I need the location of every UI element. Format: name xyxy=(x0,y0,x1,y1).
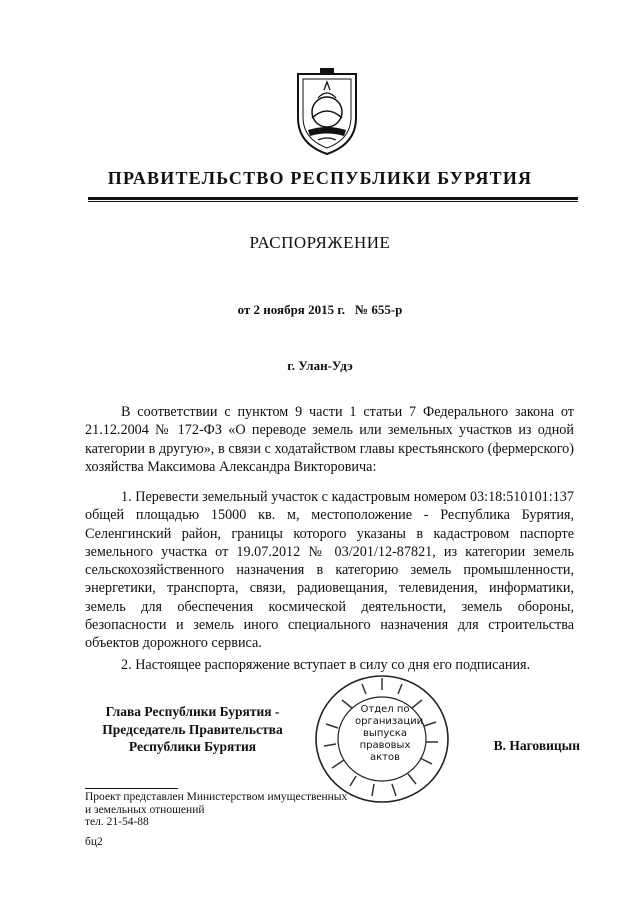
document-city: г. Улан-Удэ xyxy=(287,358,353,373)
signer-title-line-2: Председатель Правительства xyxy=(102,721,283,737)
header-rule-thick xyxy=(88,197,578,200)
government-title: ПРАВИТЕЛЬСТВО РЕСПУБЛИКИ БУРЯТИЯ xyxy=(107,168,533,188)
intro-paragraph: В соответствии с пунктом 9 части 1 статьи 7 Федерального закона от 21.12.2004 № 172-ФЗ «О переводе земель или земельных участков из одной категории в другую», в связи с ходатайством главы крестьянского (фермерского) хозяйства Максимова Александра Викторовича: xyxy=(85,404,574,475)
stamp-line-4: правовых xyxy=(359,740,411,751)
signer-title-line-1: Глава Республики Бурятия - xyxy=(105,704,280,719)
stamp-text xyxy=(355,704,424,764)
signer-name: В. Наговицын xyxy=(493,738,580,753)
signer-title xyxy=(85,703,300,756)
signer-title-line-3: Республики Бурятия xyxy=(128,739,257,754)
coat-of-arms-icon xyxy=(290,60,364,156)
item-1-paragraph: 1. Перевести земельный участок с кадастровым номером 03:18:510101:137 общей площадью 15000 кв. м, местоположение - Республика Бурятия, Селенгинский район, границы которого указаны в кадастровом паспорте земельного участка от 19.07.2012 № 03/201/12-87821, из категории земель сельскохозяйственного назначения в категорию земель промышленности, энергетики, транспорта, связи, радиовещания, телевидения, информатики, земель для обеспечения космической деятельности, земель обороны, безопасности и земель иного специального назначения для строительства объектов дорожного сервиса. xyxy=(85,489,574,652)
stamp-line-3: выпуска xyxy=(363,728,407,739)
footer-note-line-1: Проект представлен Министерством имущественных xyxy=(85,791,348,803)
stamp-line-1: Отдел по xyxy=(360,704,410,715)
item-2-paragraph: 2. Настоящее распоряжение вступает в силу со дня его подписания. xyxy=(121,657,531,673)
stamp-line-5: актов xyxy=(369,752,400,763)
document-date-line xyxy=(0,302,640,318)
footer-code: бц2 xyxy=(85,836,103,848)
document-type: РАСПОРЯЖЕНИЕ xyxy=(249,233,391,252)
stamp-line-2: организации xyxy=(355,716,424,727)
footer-phone: тел. 21-54-88 xyxy=(85,816,149,828)
footer-rule xyxy=(85,788,178,789)
header-rule-thin xyxy=(88,201,578,202)
footer-note xyxy=(85,791,347,829)
document-number: № 655-р xyxy=(355,302,403,317)
document-date: от 2 ноября 2015 г. xyxy=(237,302,346,317)
footer-note-line-2: и земельных отношений xyxy=(85,803,205,816)
